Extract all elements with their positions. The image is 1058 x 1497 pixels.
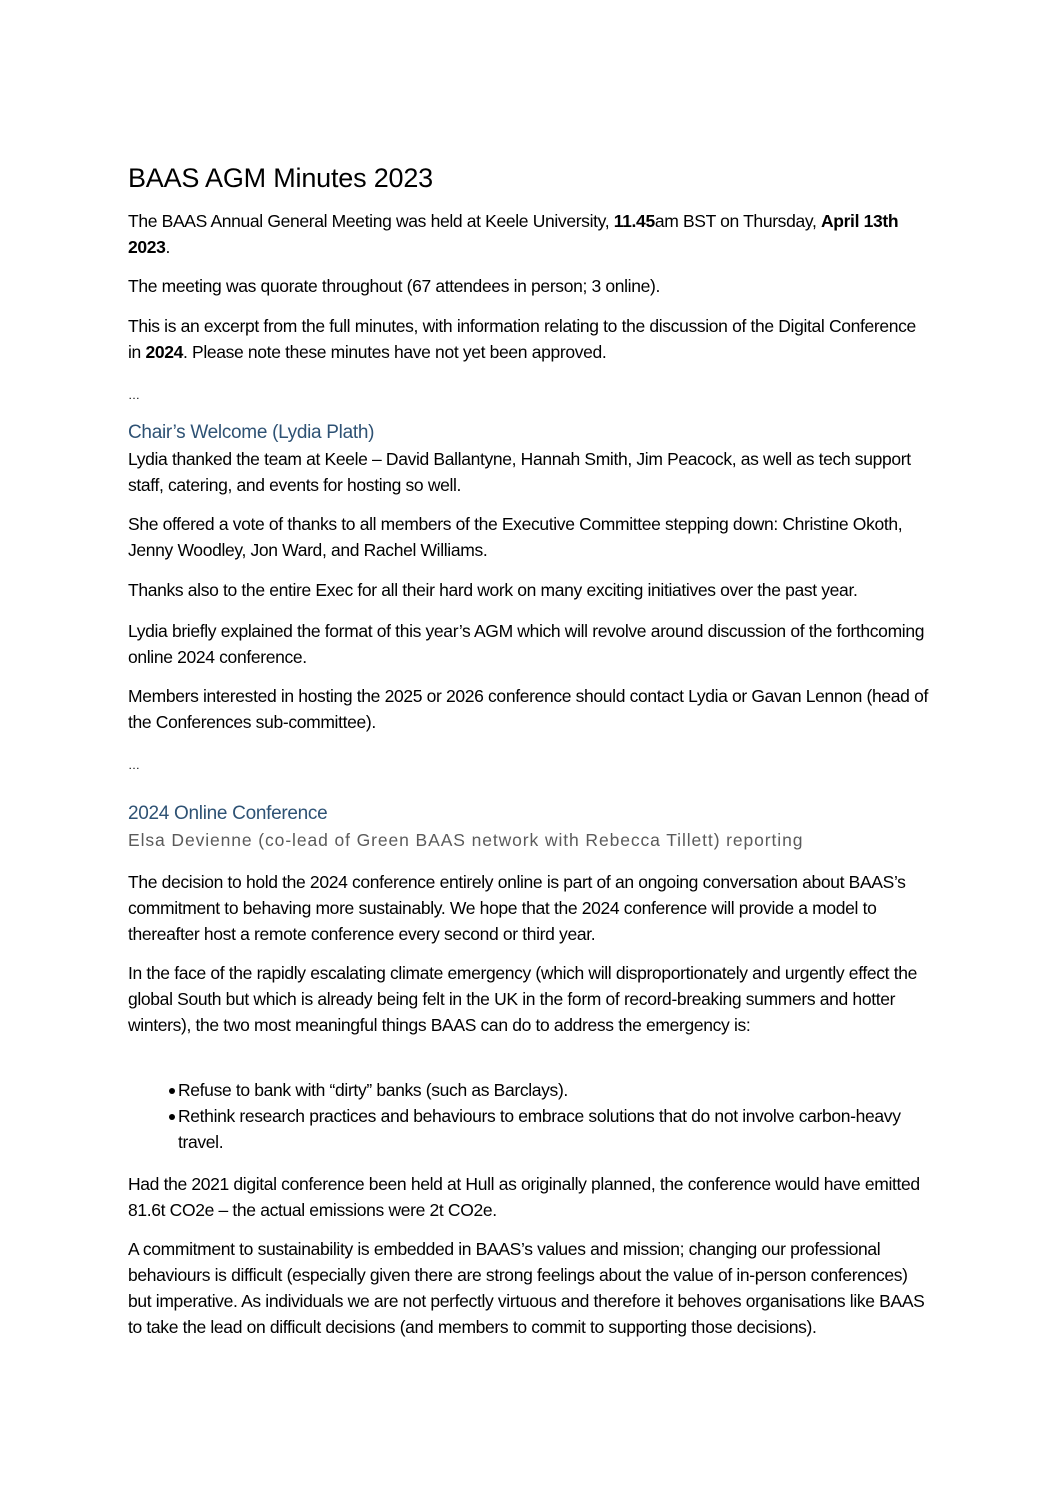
section-paragraph: In the face of the rapidly escalating climate emergency (which will disproportionately and urgently effect the global South but which is already being felt in the UK in the form of record-breaking summers and hotter winters), the two most meaningful things BAAS can do to address the emergency is: xyxy=(128,963,917,1035)
document-title: BAAS AGM Minutes 2023 xyxy=(128,163,433,193)
section-heading-chairs-welcome: Chair’s Welcome (Lydia Plath) xyxy=(128,422,375,443)
intro-paragraph-excerpt xyxy=(128,313,928,365)
intro-text: This is an excerpt from the full minutes, with information relating to the discussion of the Digital Conference in xyxy=(128,316,916,362)
section-paragraph: She offered a vote of thanks to all members of the Executive Committee stepping down: Christine Okoth, Jenny Woodley, Jon Ward, and Rachel Williams. xyxy=(128,514,903,560)
section-paragraph: Lydia thanked the team at Keele – David Ballantyne, Hannah Smith, Jim Peacock, as well as tech support staff, catering, and events for hosting so well. xyxy=(128,449,911,495)
section-paragraph: Had the 2021 digital conference been held at Hull as originally planned, the conference would have emitted 81.6t CO2e – the actual emissions were 2t CO2e. xyxy=(128,1174,920,1220)
meeting-date: April 13th 2023 xyxy=(128,211,899,257)
bullet-list xyxy=(128,1077,928,1155)
intro-text: The BAAS Annual General Meeting was held at Keele University, xyxy=(128,211,614,231)
bullet-text: Rethink research practices and behaviours to embrace solutions that do not involve carbon-heavy travel. xyxy=(178,1106,901,1152)
ellipsis-separator: … xyxy=(128,388,140,402)
intro-paragraph-meeting-details xyxy=(128,208,928,260)
section-paragraph: A commitment to sustainability is embedded in BAAS’s values and mission; changing our professional behaviours is difficult (especially given there are strong feelings about the value of in-person conferences) but imperative. As individuals we are not perfectly virtuous and therefore it behoves organisations like BAAS to take the lead on difficult decisions (and members to commit to supporting those decisions). xyxy=(128,1239,925,1337)
section-paragraph: Lydia briefly explained the format of this year’s AGM which will revolve around discussion of the forthcoming online 2024 conference. xyxy=(128,621,925,667)
ellipsis-separator: … xyxy=(128,758,140,772)
bullet-item xyxy=(128,1103,928,1155)
section-heading-online-conference: 2024 Online Conference xyxy=(128,803,328,824)
section-paragraph: The decision to hold the 2024 conference entirely online is part of an ongoing conversation about BAAS’s commitment to behaving more sustainably. We hope that the 2024 conference will provide a model to thereafter host a remote conference every second or third year. xyxy=(128,872,906,944)
bullet-icon xyxy=(169,1114,175,1120)
intro-text: am BST on Thursday, xyxy=(654,211,821,231)
section-paragraph: Thanks also to the entire Exec for all their hard work on many exciting initiatives over the past year. xyxy=(128,580,858,600)
bullet-icon xyxy=(169,1088,175,1094)
conference-year: 2024 xyxy=(145,342,183,362)
bullet-text: Refuse to bank with “dirty” banks (such as Barclays). xyxy=(178,1080,568,1100)
bullet-item xyxy=(128,1077,928,1103)
section-subheading-reporter: Elsa Devienne (co-lead of Green BAAS network with Rebecca Tillett) reporting xyxy=(128,830,804,850)
section-paragraph: Members interested in hosting the 2025 or 2026 conference should contact Lydia or Gavan Lennon (head of the Conferences sub-committee). xyxy=(128,686,928,732)
meeting-time: 11.45 xyxy=(613,211,655,231)
intro-paragraph-quorate: The meeting was quorate throughout (67 attendees in person; 3 online). xyxy=(128,276,660,296)
intro-text: . xyxy=(165,237,171,257)
intro-text: . Please note these minutes have not yet been approved. xyxy=(182,342,607,362)
